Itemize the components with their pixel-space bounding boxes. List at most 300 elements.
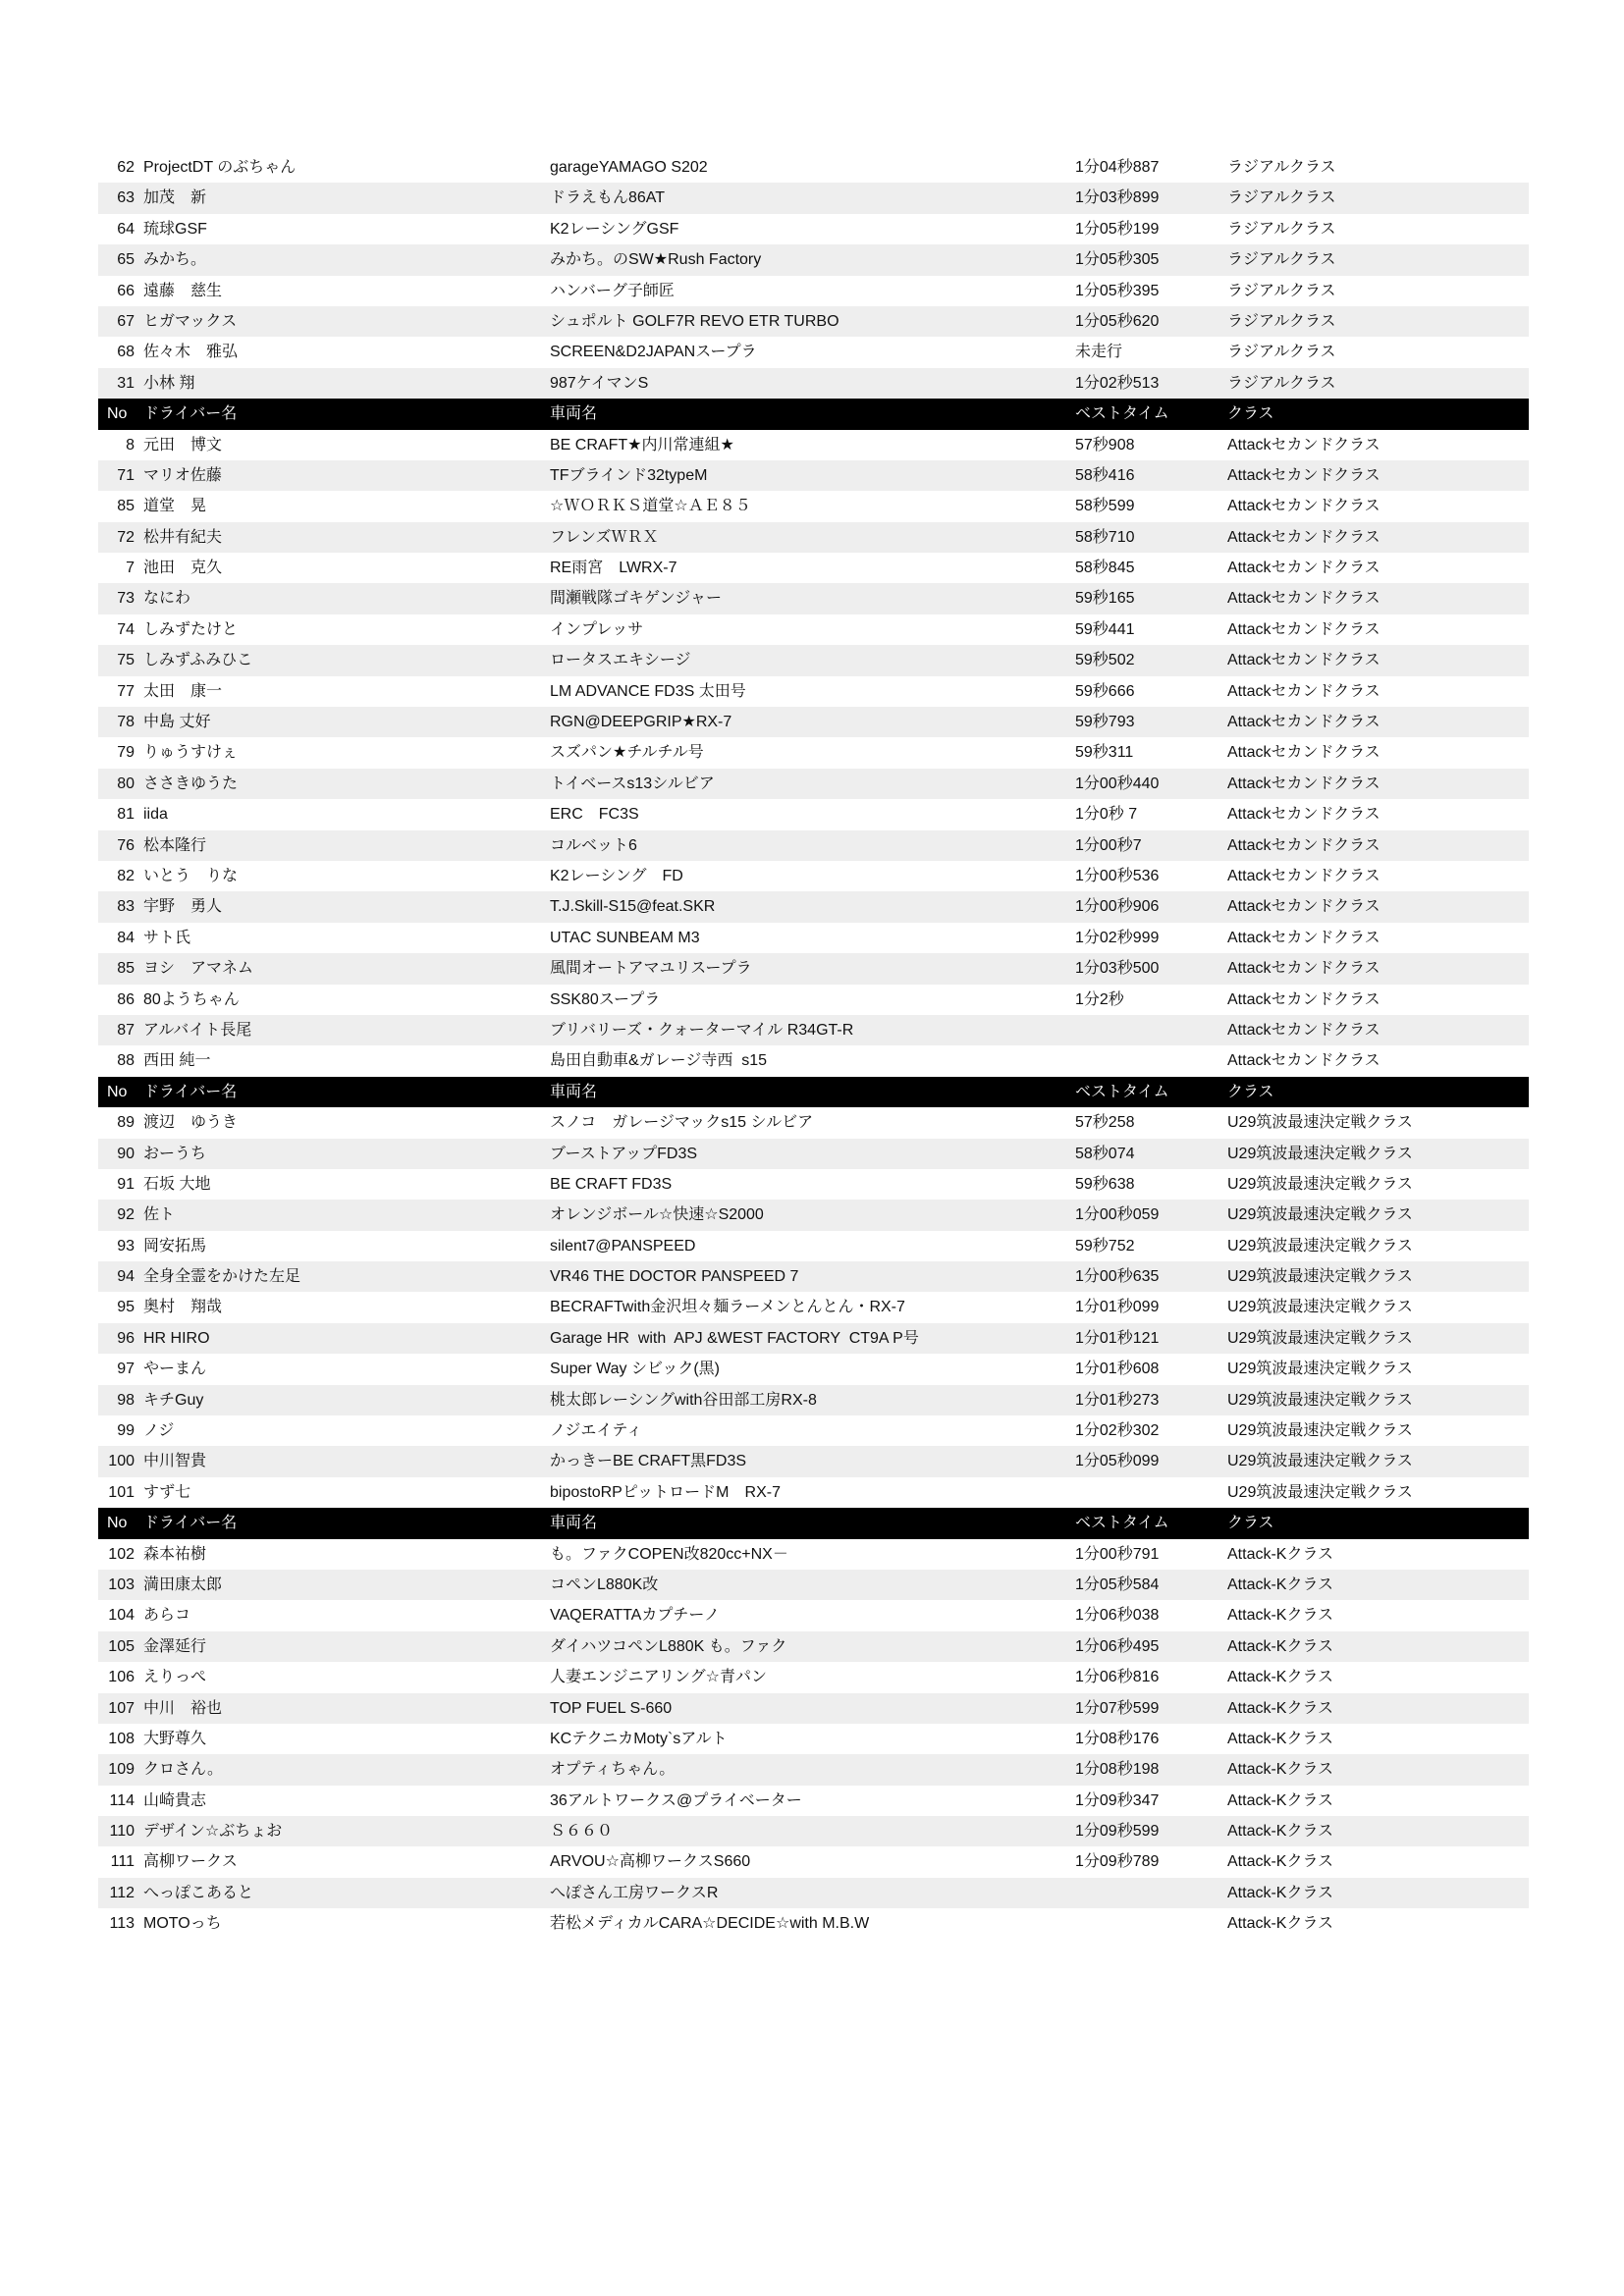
cell-best-time: [1075, 1908, 1227, 1939]
header-best-time: ベストタイム: [1075, 1515, 1169, 1532]
cell-vehicle-name: 間瀬戦隊ゴキゲンジャー: [550, 590, 722, 608]
table-row: [98, 491, 1529, 521]
cell-driver-name: 加茂 新: [143, 189, 207, 207]
cell-best-time: 1分02秒999: [1075, 929, 1160, 946]
cell-best-time: 57秒908: [1075, 436, 1135, 454]
cell-best-time: 1分08秒176: [1075, 1730, 1160, 1747]
cell-driver-name: 松本隆行: [143, 836, 207, 854]
cell-vehicle-name: Garage HR with APJ &WEST FACTORY CT9A P号: [550, 1329, 919, 1347]
cell-class: Attackセカンドクラス: [1227, 898, 1380, 916]
cell-driver-name: iida: [143, 806, 168, 824]
cell-best-time: [1075, 1878, 1227, 1908]
cell-class: Attack-Kクラス: [1227, 1730, 1333, 1747]
cell-vehicle-name: T.J.Skill-S15@feat.SKR: [550, 898, 716, 916]
cell-driver-name: デザイン☆ぶちょお: [143, 1823, 283, 1841]
cell-class: Attack-Kクラス: [1227, 1915, 1333, 1933]
cell-driver-name: 金澤延行: [143, 1637, 207, 1655]
cell-class: Attack-Kクラス: [1227, 1699, 1333, 1717]
table-row: [98, 276, 1529, 306]
cell-class: Attackセカンドクラス: [1227, 682, 1380, 700]
cell-class: U29筑波最速決定戦クラス: [1227, 1299, 1413, 1316]
cell-class: ラジアルクラス: [1227, 220, 1336, 238]
header-no: No: [107, 405, 128, 423]
cell-vehicle-name: K2レーシング FD: [550, 867, 683, 884]
cell-best-time: 1分02秒302: [1075, 1422, 1160, 1440]
table-row: [98, 1385, 1529, 1415]
cell-class: Attackセカンドクラス: [1227, 466, 1380, 484]
cell-class: ラジアルクラス: [1227, 374, 1336, 392]
table-row: [98, 1107, 1529, 1138]
cell-best-time: 1分05秒305: [1075, 251, 1160, 269]
table-row: [98, 1846, 1529, 1877]
cell-class: ラジアルクラス: [1227, 159, 1336, 176]
header-class: クラス: [1227, 405, 1274, 423]
cell-class: U29筑波最速決定戦クラス: [1227, 1361, 1413, 1378]
cell-best-time: 59秒502: [1075, 652, 1135, 669]
cell-no: 75: [117, 652, 135, 669]
cell-driver-name: 中川 裕也: [143, 1699, 223, 1717]
cell-class: Attack-Kクラス: [1227, 1545, 1333, 1563]
cell-driver-name: 渡辺 ゆうき: [143, 1114, 239, 1132]
cell-class: Attackセカンドクラス: [1227, 774, 1380, 792]
cell-class: ラジアルクラス: [1227, 251, 1336, 269]
cell-no: 106: [108, 1669, 135, 1686]
cell-vehicle-name: コペンL880K改: [550, 1575, 659, 1593]
cell-vehicle-name: 987ケイマンS: [550, 374, 649, 392]
cell-driver-name: ささきゆうた: [143, 774, 239, 792]
cell-class: Attackセカンドクラス: [1227, 528, 1380, 546]
cell-best-time: 1分01秒608: [1075, 1361, 1160, 1378]
cell-no: 77: [117, 682, 135, 700]
cell-no: 103: [108, 1575, 135, 1593]
table-row: [98, 1631, 1529, 1662]
cell-vehicle-name: RE雨宮 LWRX-7: [550, 560, 677, 577]
cell-driver-name: 元田 博文: [143, 436, 223, 454]
cell-vehicle-name: ERC FC3S: [550, 806, 639, 824]
cell-no: 85: [117, 960, 135, 978]
table-row: [98, 1786, 1529, 1816]
table-row: [98, 337, 1529, 367]
table-row: [98, 1323, 1529, 1354]
cell-class: Attackセカンドクラス: [1227, 498, 1380, 515]
cell-best-time: 1分04秒887: [1075, 159, 1160, 176]
cell-vehicle-name: 36アルトワークス@プライベーター: [550, 1791, 802, 1809]
cell-driver-name: へっぽこあると: [143, 1884, 254, 1901]
cell-best-time: 1分0秒 7: [1075, 806, 1138, 824]
cell-driver-name: すず七: [143, 1483, 191, 1501]
table-row: [98, 769, 1529, 799]
table-row: [98, 152, 1529, 183]
cell-vehicle-name: VAQERATTAカプチーノ: [550, 1607, 721, 1625]
cell-best-time: 58秒599: [1075, 498, 1135, 515]
table-row: [98, 183, 1529, 213]
cell-best-time: 59秒638: [1075, 1175, 1135, 1193]
cell-best-time: 1分06秒038: [1075, 1607, 1160, 1625]
table-row: [98, 1231, 1529, 1261]
cell-class: Attack-Kクラス: [1227, 1791, 1333, 1809]
cell-no: 85: [117, 498, 135, 515]
cell-best-time: 1分00秒440: [1075, 774, 1160, 792]
cell-class: U29筑波最速決定戦クラス: [1227, 1114, 1413, 1132]
cell-driver-name: ノジ: [143, 1422, 175, 1440]
cell-driver-name: ヒガマックス: [143, 312, 238, 330]
cell-best-time: 58秒845: [1075, 560, 1135, 577]
table-row: [98, 1754, 1529, 1785]
cell-vehicle-name: Ｓ６６０: [550, 1823, 614, 1841]
cell-driver-name: MOTOっち: [143, 1915, 222, 1933]
cell-no: 112: [109, 1884, 135, 1901]
header-driver: ドライバー名: [143, 1515, 238, 1532]
cell-best-time: 1分00秒791: [1075, 1545, 1160, 1563]
cell-driver-name: HR HIRO: [143, 1329, 210, 1347]
cell-vehicle-name: かっきーBE CRAFT黒FD3S: [550, 1453, 747, 1470]
cell-best-time: 1分06秒816: [1075, 1669, 1160, 1686]
table-row: [98, 861, 1529, 891]
cell-best-time: [1075, 1477, 1227, 1508]
cell-class: U29筑波最速決定戦クラス: [1227, 1329, 1413, 1347]
cell-driver-name: 山崎貴志: [143, 1791, 207, 1809]
table-row: [98, 214, 1529, 244]
cell-driver-name: 宇野 勇人: [143, 898, 223, 916]
cell-no: 104: [108, 1607, 135, 1625]
cell-driver-name: 石坂 大地: [143, 1175, 211, 1193]
cell-no: 84: [117, 929, 135, 946]
cell-driver-name: 80ようちゃん: [143, 990, 240, 1008]
cell-no: 109: [108, 1761, 135, 1779]
cell-vehicle-name: スノコ ガレージマックs15 シルビア: [550, 1114, 814, 1132]
cell-vehicle-name: 島田自動車&ガレージ寺西 s15: [550, 1052, 768, 1070]
cell-driver-name: おーうち: [143, 1145, 207, 1162]
cell-driver-name: みかち。: [143, 251, 207, 269]
cell-best-time: 59秒441: [1075, 620, 1135, 638]
cell-best-time: 1分05秒099: [1075, 1453, 1160, 1470]
cell-no: 67: [117, 312, 135, 330]
cell-driver-name: 小林 翔: [143, 374, 195, 392]
cell-class: Attackセカンドクラス: [1227, 960, 1380, 978]
table-row: [98, 430, 1529, 460]
cell-class: U29筑波最速決定戦クラス: [1227, 1422, 1413, 1440]
cell-class: Attack-Kクラス: [1227, 1637, 1333, 1655]
cell-no: 95: [117, 1299, 135, 1316]
cell-driver-name: あらコ: [143, 1607, 191, 1625]
cell-vehicle-name: も。ファクCOPEN改820cc+NX－: [550, 1545, 788, 1563]
cell-vehicle-name: KCテクニカMoty`sアルト: [550, 1730, 728, 1747]
cell-best-time: 1分00秒7: [1075, 836, 1142, 854]
table-header-row: [98, 1077, 1529, 1107]
cell-class: ラジアルクラス: [1227, 282, 1336, 299]
cell-class: U29筑波最速決定戦クラス: [1227, 1483, 1413, 1501]
table-row: [98, 1816, 1529, 1846]
cell-class: Attackセカンドクラス: [1227, 590, 1380, 608]
cell-best-time: 1分01秒273: [1075, 1391, 1160, 1409]
cell-driver-name: 遠藤 慈生: [143, 282, 223, 299]
cell-driver-name: 太田 康一: [143, 682, 223, 700]
cell-vehicle-name: オレンジボール☆快速☆S2000: [550, 1206, 764, 1224]
cell-vehicle-name: インプレッサ: [550, 620, 644, 638]
cell-vehicle-name: UTAC SUNBEAM M3: [550, 929, 700, 946]
cell-no: 63: [117, 189, 135, 207]
cell-vehicle-name: ARVOU☆高柳ワークスS660: [550, 1853, 751, 1871]
cell-best-time: 59秒311: [1075, 744, 1134, 762]
cell-driver-name: 高柳ワークス: [143, 1853, 238, 1871]
cell-no: 71: [117, 466, 135, 484]
cell-vehicle-name: RGN@DEEPGRIP★RX-7: [550, 714, 732, 731]
cell-class: Attackセカンドクラス: [1227, 867, 1380, 884]
header-best-time: ベストタイム: [1075, 405, 1169, 423]
cell-driver-name: 松井有紀夫: [143, 528, 223, 546]
table-row: [98, 583, 1529, 614]
cell-vehicle-name: へぽさん工房ワークスR: [550, 1884, 719, 1901]
cell-class: U29筑波最速決定戦クラス: [1227, 1206, 1413, 1224]
cell-no: 31: [117, 374, 135, 392]
cell-vehicle-name: garageYAMAGO S202: [550, 159, 708, 176]
cell-driver-name: アルバイト長尾: [143, 1021, 252, 1039]
cell-best-time: 1分09秒347: [1075, 1791, 1160, 1809]
cell-no: 114: [109, 1791, 135, 1809]
cell-no: 92: [117, 1206, 135, 1224]
cell-vehicle-name: LM ADVANCE FD3S 太田号: [550, 682, 746, 700]
cell-driver-name: 中島 丈好: [143, 714, 211, 731]
table-row: [98, 1477, 1529, 1508]
cell-no: 73: [117, 590, 135, 608]
cell-class: Attackセカンドクラス: [1227, 744, 1380, 762]
table-row: [98, 244, 1529, 275]
cell-no: 102: [108, 1545, 135, 1563]
cell-no: 83: [117, 898, 135, 916]
cell-driver-name: 森本祐樹: [143, 1545, 207, 1563]
table-row: [98, 923, 1529, 953]
table-row: [98, 645, 1529, 675]
cell-driver-name: 西田 純一: [143, 1052, 211, 1070]
cell-class: Attackセカンドクラス: [1227, 1052, 1380, 1070]
cell-best-time: 1分06秒495: [1075, 1637, 1160, 1655]
table-row: [98, 707, 1529, 737]
cell-driver-name: なにわ: [143, 590, 191, 608]
cell-vehicle-name: トイベースs13シルビア: [550, 774, 715, 792]
cell-vehicle-name: コルベット6: [550, 836, 637, 854]
cell-class: U29筑波最速決定戦クラス: [1227, 1391, 1413, 1409]
cell-vehicle-name: みかち。のSW★Rush Factory: [550, 251, 762, 269]
cell-class: Attack-Kクラス: [1227, 1761, 1333, 1779]
table-row: [98, 460, 1529, 491]
header-vehicle: 車両名: [550, 1083, 598, 1100]
table-row: [98, 1724, 1529, 1754]
cell-driver-name: 中川智貴: [143, 1453, 207, 1470]
table-row: [98, 1169, 1529, 1200]
cell-driver-name: しみずたけと: [143, 620, 239, 638]
cell-driver-name: 琉球GSF: [143, 220, 207, 238]
cell-vehicle-name: BE CRAFT★内川常連組★: [550, 436, 734, 454]
cell-no: 86: [117, 990, 135, 1008]
cell-vehicle-name: SSK80スープラ: [550, 990, 661, 1008]
cell-no: 99: [117, 1422, 135, 1440]
cell-class: ラジアルクラス: [1227, 344, 1336, 361]
cell-no: 65: [117, 251, 135, 269]
cell-class: Attack-Kクラス: [1227, 1823, 1333, 1841]
table-row: [98, 1570, 1529, 1600]
cell-driver-name: えりっぺ: [143, 1669, 207, 1686]
table-row: [98, 1139, 1529, 1169]
cell-vehicle-name: TFブラインド32typeM: [550, 466, 708, 484]
cell-vehicle-name: TOP FUEL S-660: [550, 1699, 673, 1717]
cell-no: 66: [117, 282, 135, 299]
table-row: [98, 1600, 1529, 1630]
header-no: No: [107, 1083, 128, 1100]
cell-class: Attackセカンドクラス: [1227, 620, 1380, 638]
cell-no: 89: [117, 1114, 135, 1132]
cell-vehicle-name: ☆ＷＯＲＫＳ道堂☆ＡＥ８５: [550, 498, 751, 515]
table-header-row: [98, 399, 1529, 429]
cell-best-time: 1分01秒121: [1075, 1329, 1160, 1347]
cell-best-time: 1分07秒599: [1075, 1699, 1160, 1717]
cell-driver-name: やーまん: [143, 1361, 207, 1378]
table-row: [98, 522, 1529, 553]
cell-driver-name: 佐ト: [143, 1206, 176, 1224]
cell-no: 110: [109, 1823, 135, 1841]
cell-no: 88: [117, 1052, 135, 1070]
cell-no: 113: [109, 1915, 135, 1933]
table-row: [98, 1693, 1529, 1724]
cell-no: 62: [117, 159, 135, 176]
cell-class: U29筑波最速決定戦クラス: [1227, 1237, 1413, 1255]
cell-driver-name: 満田康太郎: [143, 1575, 223, 1593]
cell-best-time: 1分05秒199: [1075, 220, 1160, 238]
cell-best-time: 57秒258: [1075, 1114, 1135, 1132]
cell-vehicle-name: ブリバリーズ・クォーターマイル R34GT-R: [550, 1021, 854, 1039]
cell-driver-name: マリオ佐藤: [143, 466, 222, 484]
cell-vehicle-name: 人妻エンジニアリング☆青パン: [550, 1669, 767, 1686]
cell-vehicle-name: オプティちゃん。: [550, 1761, 676, 1779]
cell-best-time: 1分00秒059: [1075, 1206, 1160, 1224]
header-driver: ドライバー名: [143, 405, 238, 423]
table-header-row: [98, 1508, 1529, 1538]
table-row: [98, 1662, 1529, 1692]
table-row: [98, 830, 1529, 861]
cell-no: 101: [108, 1483, 135, 1501]
cell-no: 81: [117, 806, 135, 824]
header-no: No: [107, 1515, 128, 1532]
table-row: [98, 1015, 1529, 1045]
cell-vehicle-name: VR46 THE DOCTOR PANSPEED 7: [550, 1268, 799, 1286]
table-row: [98, 306, 1529, 337]
cell-best-time: [1075, 1015, 1227, 1045]
header-vehicle: 車両名: [550, 1515, 598, 1532]
table-row: [98, 676, 1529, 707]
cell-class: Attackセカンドクラス: [1227, 652, 1380, 669]
cell-no: 82: [117, 867, 135, 884]
cell-best-time: 1分05秒584: [1075, 1575, 1160, 1593]
header-class: クラス: [1227, 1515, 1274, 1532]
cell-best-time: 58秒416: [1075, 466, 1135, 484]
cell-class: Attackセカンドクラス: [1227, 714, 1380, 731]
cell-no: 111: [110, 1853, 135, 1871]
cell-best-time: 59秒752: [1075, 1237, 1135, 1255]
cell-driver-name: 岡安拓馬: [143, 1237, 207, 1255]
table-row: [98, 368, 1529, 399]
cell-driver-name: 大野尊久: [143, 1730, 207, 1747]
cell-driver-name: りゅうすけぇ: [143, 744, 239, 762]
cell-vehicle-name: 桃太郎レーシングwith谷田部工房RX-8: [550, 1391, 817, 1409]
table-row: [98, 953, 1529, 984]
cell-class: U29筑波最速決定戦クラス: [1227, 1453, 1413, 1470]
cell-driver-name: 全身全霊をかけた左足: [143, 1268, 301, 1286]
cell-class: Attackセカンドクラス: [1227, 560, 1380, 577]
cell-class: Attackセカンドクラス: [1227, 1021, 1380, 1039]
cell-best-time: 58秒074: [1075, 1145, 1135, 1162]
cell-vehicle-name: スズパン★チルチル号: [550, 744, 704, 762]
table-row: [98, 1446, 1529, 1476]
cell-driver-name: ProjectDT のぶちゃん: [143, 159, 297, 176]
cell-class: ラジアルクラス: [1227, 312, 1336, 330]
header-driver: ドライバー名: [143, 1083, 238, 1100]
cell-no: 90: [117, 1145, 135, 1162]
cell-no: 79: [117, 744, 135, 762]
results-table: [98, 152, 1529, 1940]
cell-no: 96: [117, 1329, 135, 1347]
cell-driver-name: サト氏: [143, 929, 191, 946]
cell-vehicle-name: K2レーシングGSF: [550, 220, 679, 238]
cell-driver-name: いとう りな: [143, 867, 239, 884]
table-row: [98, 1878, 1529, 1908]
cell-class: Attack-Kクラス: [1227, 1853, 1333, 1871]
cell-best-time: 1分09秒599: [1075, 1823, 1160, 1841]
cell-best-time: 1分00秒536: [1075, 867, 1160, 884]
cell-no: 80: [117, 774, 135, 792]
cell-best-time: 59秒793: [1075, 714, 1135, 731]
cell-vehicle-name: フレンズＷＲＸ: [550, 528, 659, 546]
cell-driver-name: 奥村 翔哉: [143, 1299, 223, 1316]
cell-vehicle-name: ノジエイティ: [550, 1422, 643, 1440]
cell-driver-name: ヨシ アマネム: [143, 960, 254, 978]
cell-best-time: [1075, 1045, 1227, 1076]
cell-class: ラジアルクラス: [1227, 189, 1336, 207]
table-row: [98, 737, 1529, 768]
cell-best-time: 1分09秒789: [1075, 1853, 1160, 1871]
cell-no: 7: [126, 560, 135, 577]
cell-class: Attack-Kクラス: [1227, 1607, 1333, 1625]
cell-class: Attackセカンドクラス: [1227, 990, 1380, 1008]
cell-driver-name: クロさん。: [143, 1761, 223, 1779]
table-row: [98, 1045, 1529, 1076]
cell-best-time: 1分03秒899: [1075, 189, 1160, 207]
cell-class: U29筑波最速決定戦クラス: [1227, 1145, 1413, 1162]
cell-vehicle-name: BE CRAFT FD3S: [550, 1175, 673, 1193]
table-row: [98, 1200, 1529, 1230]
cell-no: 8: [126, 436, 135, 454]
cell-class: U29筑波最速決定戦クラス: [1227, 1175, 1413, 1193]
cell-class: Attackセカンドクラス: [1227, 929, 1380, 946]
cell-vehicle-name: ドラえもん86AT: [550, 189, 666, 207]
cell-best-time: 1分01秒099: [1075, 1299, 1160, 1316]
cell-no: 97: [117, 1361, 135, 1378]
cell-vehicle-name: Super Way シビック(黒): [550, 1361, 721, 1378]
cell-best-time: 58秒710: [1075, 528, 1135, 546]
cell-class: U29筑波最速決定戦クラス: [1227, 1268, 1413, 1286]
cell-best-time: 1分00秒635: [1075, 1268, 1160, 1286]
cell-no: 64: [117, 220, 135, 238]
table-row: [98, 1415, 1529, 1446]
cell-driver-name: しみずふみひこ: [143, 652, 253, 669]
cell-class: Attack-Kクラス: [1227, 1669, 1333, 1686]
table-row: [98, 985, 1529, 1015]
table-row: [98, 614, 1529, 645]
cell-best-time: 1分03秒500: [1075, 960, 1160, 978]
cell-driver-name: キチGuy: [143, 1391, 204, 1409]
cell-no: 93: [117, 1237, 135, 1255]
header-class: クラス: [1227, 1083, 1274, 1100]
cell-no: 76: [117, 836, 135, 854]
table-row: [98, 1292, 1529, 1322]
